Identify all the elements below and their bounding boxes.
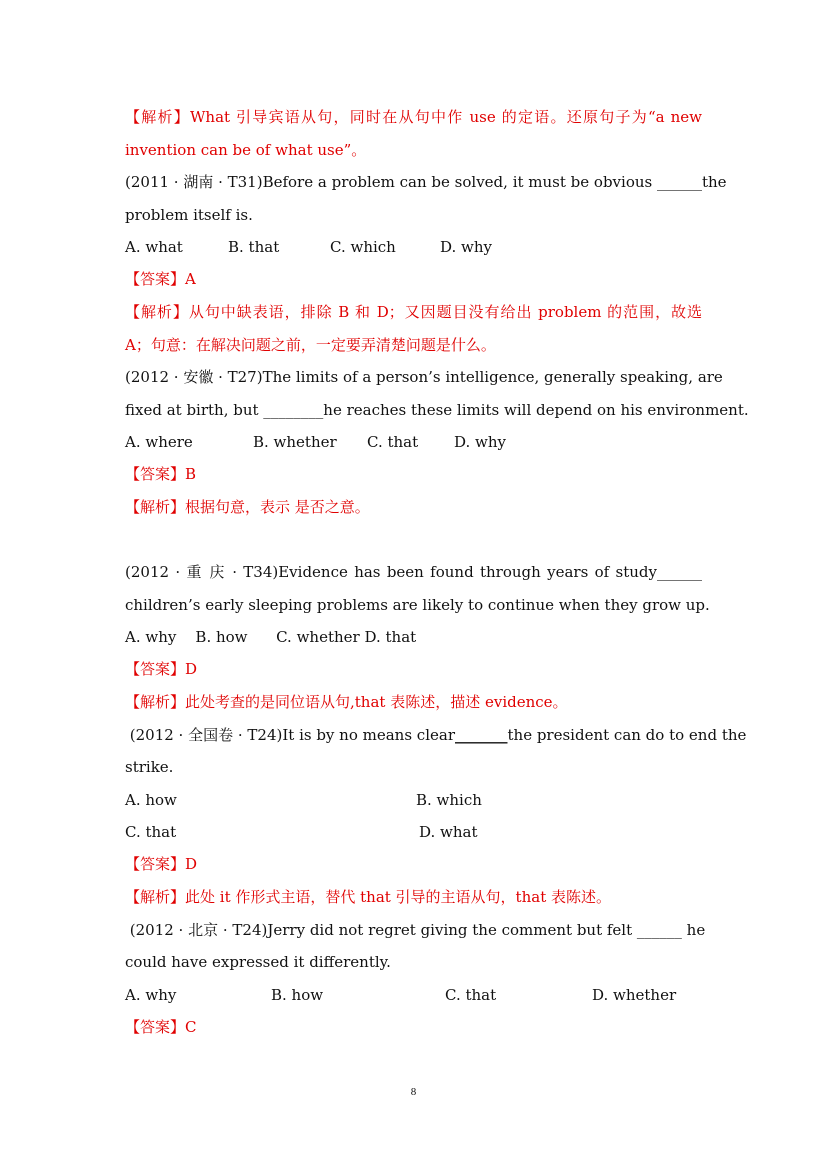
question-line: children’s early sleeping problems are likely to continue when they grow up. [125, 596, 710, 614]
question-2012-beijing: (2012 · 北京 · T24)Jerry did not regret giving the comment but felt ______ he [125, 921, 706, 939]
option-c: C. that [445, 986, 497, 1004]
question-line: fixed at birth, but ________he reaches these limits will depend on his environment. [125, 401, 749, 419]
question-2012-anhui: (2012 · 安徽 · T27)The limits of a person’s intelligence, generally speaking, are [125, 368, 723, 386]
analysis-line: 【解析】What 引导宾语从句，同时在从句中作 use 的定语。还原句子为“a new [125, 108, 702, 126]
question-stem-rest: the president can do to end the [507, 726, 747, 744]
option-c: C. that [125, 823, 177, 841]
option-d: D. what [419, 823, 478, 841]
analysis-line: 【解析】根据句意，表示 是否之意。 [125, 498, 370, 516]
analysis-line: A；句意：在解决问题之前，一定要弄清楚问题是什么。 [125, 336, 496, 354]
analysis-line: 【解析】此处 it 作形式主语，替代 that 引导的主语从句，that 表陈述。 [125, 888, 611, 906]
analysis-line: invention can be of what use”。 [125, 141, 367, 159]
option-b: B. whether [253, 433, 337, 451]
option-c: C. that [367, 433, 419, 451]
question-line: strike. [125, 758, 174, 776]
answer-line: 【答案】A [125, 270, 196, 288]
option-d: D. why [454, 433, 507, 451]
question-line: problem itself is. [125, 206, 253, 224]
question-2012-national [125, 725, 747, 745]
option-b: B. that [228, 238, 280, 256]
option-d: D. whether [592, 986, 677, 1004]
question-2012-chongqing: (2012 · 重 庆 · T34)Evidence has been found through years of study______ [125, 563, 702, 581]
option-b: B. which [416, 791, 482, 809]
analysis-line: 【解析】从句中缺表语，排除 B 和 D；又因题目没有给出 problem 的范围，故选 [125, 303, 702, 321]
options-row: A. why B. how C. whether D. that [125, 628, 417, 646]
option-a: A. why [125, 986, 177, 1004]
answer-blank: _______ [455, 726, 508, 744]
option-d: D. why [440, 238, 493, 256]
option-a: A. where [125, 433, 193, 451]
option-c: C. which [330, 238, 396, 256]
answer-line: 【答案】D [125, 855, 198, 873]
answer-line: 【答案】D [125, 660, 198, 678]
answer-line: 【答案】B [125, 465, 197, 483]
answer-line: 【答案】C [125, 1018, 197, 1036]
question-line: could have expressed it differently. [125, 953, 391, 971]
option-a: A. how [125, 791, 177, 809]
option-b: B. how [271, 986, 324, 1004]
question-2011-hunan: (2011 · 湖南 · T31)Before a problem can be solved, it must be obvious ______the [125, 173, 727, 191]
question-stem: (2012 · 全国卷 · T24)It is by no means clear [125, 726, 455, 744]
analysis-line: 【解析】此处考查的是同位语从句,that 表陈述，描述 evidence。 [125, 693, 568, 711]
option-a: A. what [125, 238, 183, 256]
page-number: 8 [410, 1086, 417, 1098]
